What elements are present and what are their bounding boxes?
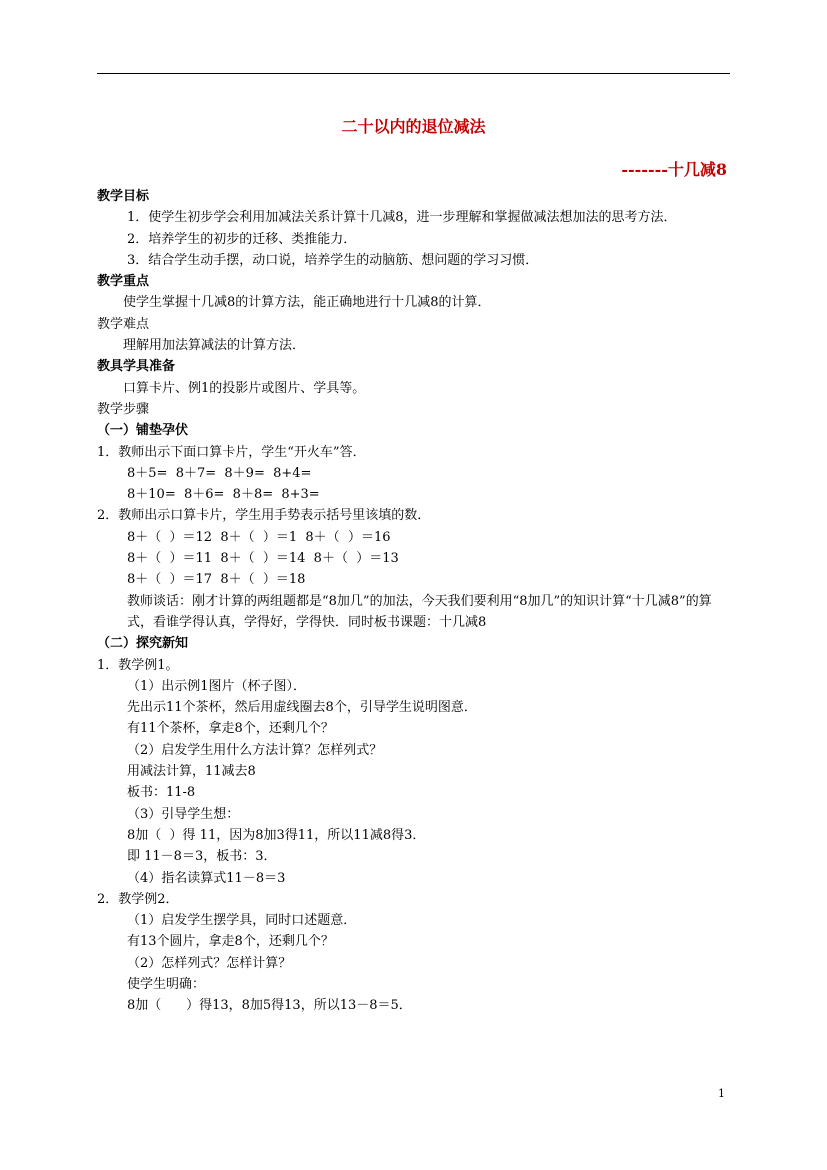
- text-line: （二）探究新知: [97, 636, 189, 652]
- text-line: 1．教师出示下面口算卡片，学生“开火车”答．: [97, 444, 366, 460]
- text-line: 用减法计算，11减去8: [127, 764, 256, 780]
- text-line: 8＋5= 8＋7= 8＋9= 8+4=: [127, 465, 312, 481]
- text-line: 3．结合学生动手摆，动口说，培养学生的动脑筋、想问题的学习习惯．: [127, 252, 539, 268]
- text-line: （3）引导学生想：: [127, 806, 240, 822]
- text-line: 教学重点: [97, 274, 150, 290]
- text-line: 教师谈话：刚才计算的两组题都是“8加几”的加法，今天我们要利用“8加几”的知识计算“十几减8”的算式，看谁学得认真，学得好，学得快．同时板书课题：十几减8: [127, 593, 712, 630]
- text-line: （1）启发学生摆学具，同时口述题意．: [127, 913, 357, 929]
- text-line: 2．培养学生的初步的迁移、类推能力．: [127, 231, 357, 247]
- page-number: 1: [718, 1087, 725, 1100]
- text-line: 有13个圆片，拿走8个，还剩几个？: [127, 934, 334, 950]
- document-title: 二十以内的退位减法: [341, 117, 486, 136]
- text-line: 先出示11个茶杯，然后用虚线圈去8个，引导学生说明图意．: [127, 700, 477, 716]
- text-line: 1．教学例1。: [97, 657, 179, 673]
- text-line: 2．教学例2．: [97, 891, 179, 907]
- text-line: 2．教师出示口算卡片，学生用手势表示括号里该填的数．: [97, 508, 431, 524]
- text-line: 8＋（ ）＝12 8＋（ ）＝1 8＋（ ）＝16: [127, 529, 391, 545]
- text-line: 口算卡片、例1的投影片或图片、学具等。: [123, 380, 366, 396]
- text-line: 教学难点: [97, 316, 150, 332]
- text-line: 有11个茶杯，拿走8个，还剩几个？: [127, 721, 334, 737]
- document-body: [97, 186, 733, 1017]
- text-line: 8加（ ）得13，8加5得13，所以13－8＝5．: [127, 998, 412, 1014]
- text-line: 教学步骤: [97, 401, 150, 417]
- text-line: 1．使学生初步学会利用加减法关系计算十几减8，进一步理解和掌握做减法想加法的思考方法．: [127, 210, 677, 226]
- text-line: 理解用加法算减法的计算方法．: [123, 338, 306, 354]
- text-line: 使学生掌握十几减8的计算方法，能正确地进行十几减8的计算．: [123, 295, 491, 311]
- text-line: 教具学具准备: [97, 359, 176, 375]
- header-rule: [97, 73, 730, 74]
- text-line: （1）出示例1图片（杯子图）．: [127, 678, 307, 694]
- text-line: （4）指名读算式11－8＝3: [127, 870, 286, 886]
- text-line: 教学目标: [97, 189, 150, 204]
- text-line: （2）怎样列式？怎样计算？: [127, 955, 292, 971]
- text-line: 8＋（ ）＝11 8＋（ ）＝14 8＋（ ）＝13: [127, 551, 399, 567]
- text-line: 即 11－8＝3，板书：3．: [127, 849, 277, 865]
- text-line: 8＋10= 8＋6= 8＋8= 8+3=: [127, 487, 320, 503]
- text-line: （2）启发学生用什么方法计算？怎样列式？: [127, 742, 383, 758]
- text-line: 8＋（ ）＝17 8＋（ ）＝18: [127, 572, 306, 588]
- text-line: 板书：11-8: [127, 785, 196, 801]
- text-line: 8加（ ）得 11，因为8加3得11，所以11减8得3．: [127, 827, 426, 843]
- text-line: 使学生明确：: [127, 976, 206, 992]
- document-subtitle: -------十几减8: [621, 160, 727, 179]
- text-line: （一）铺垫孕伏: [97, 423, 189, 439]
